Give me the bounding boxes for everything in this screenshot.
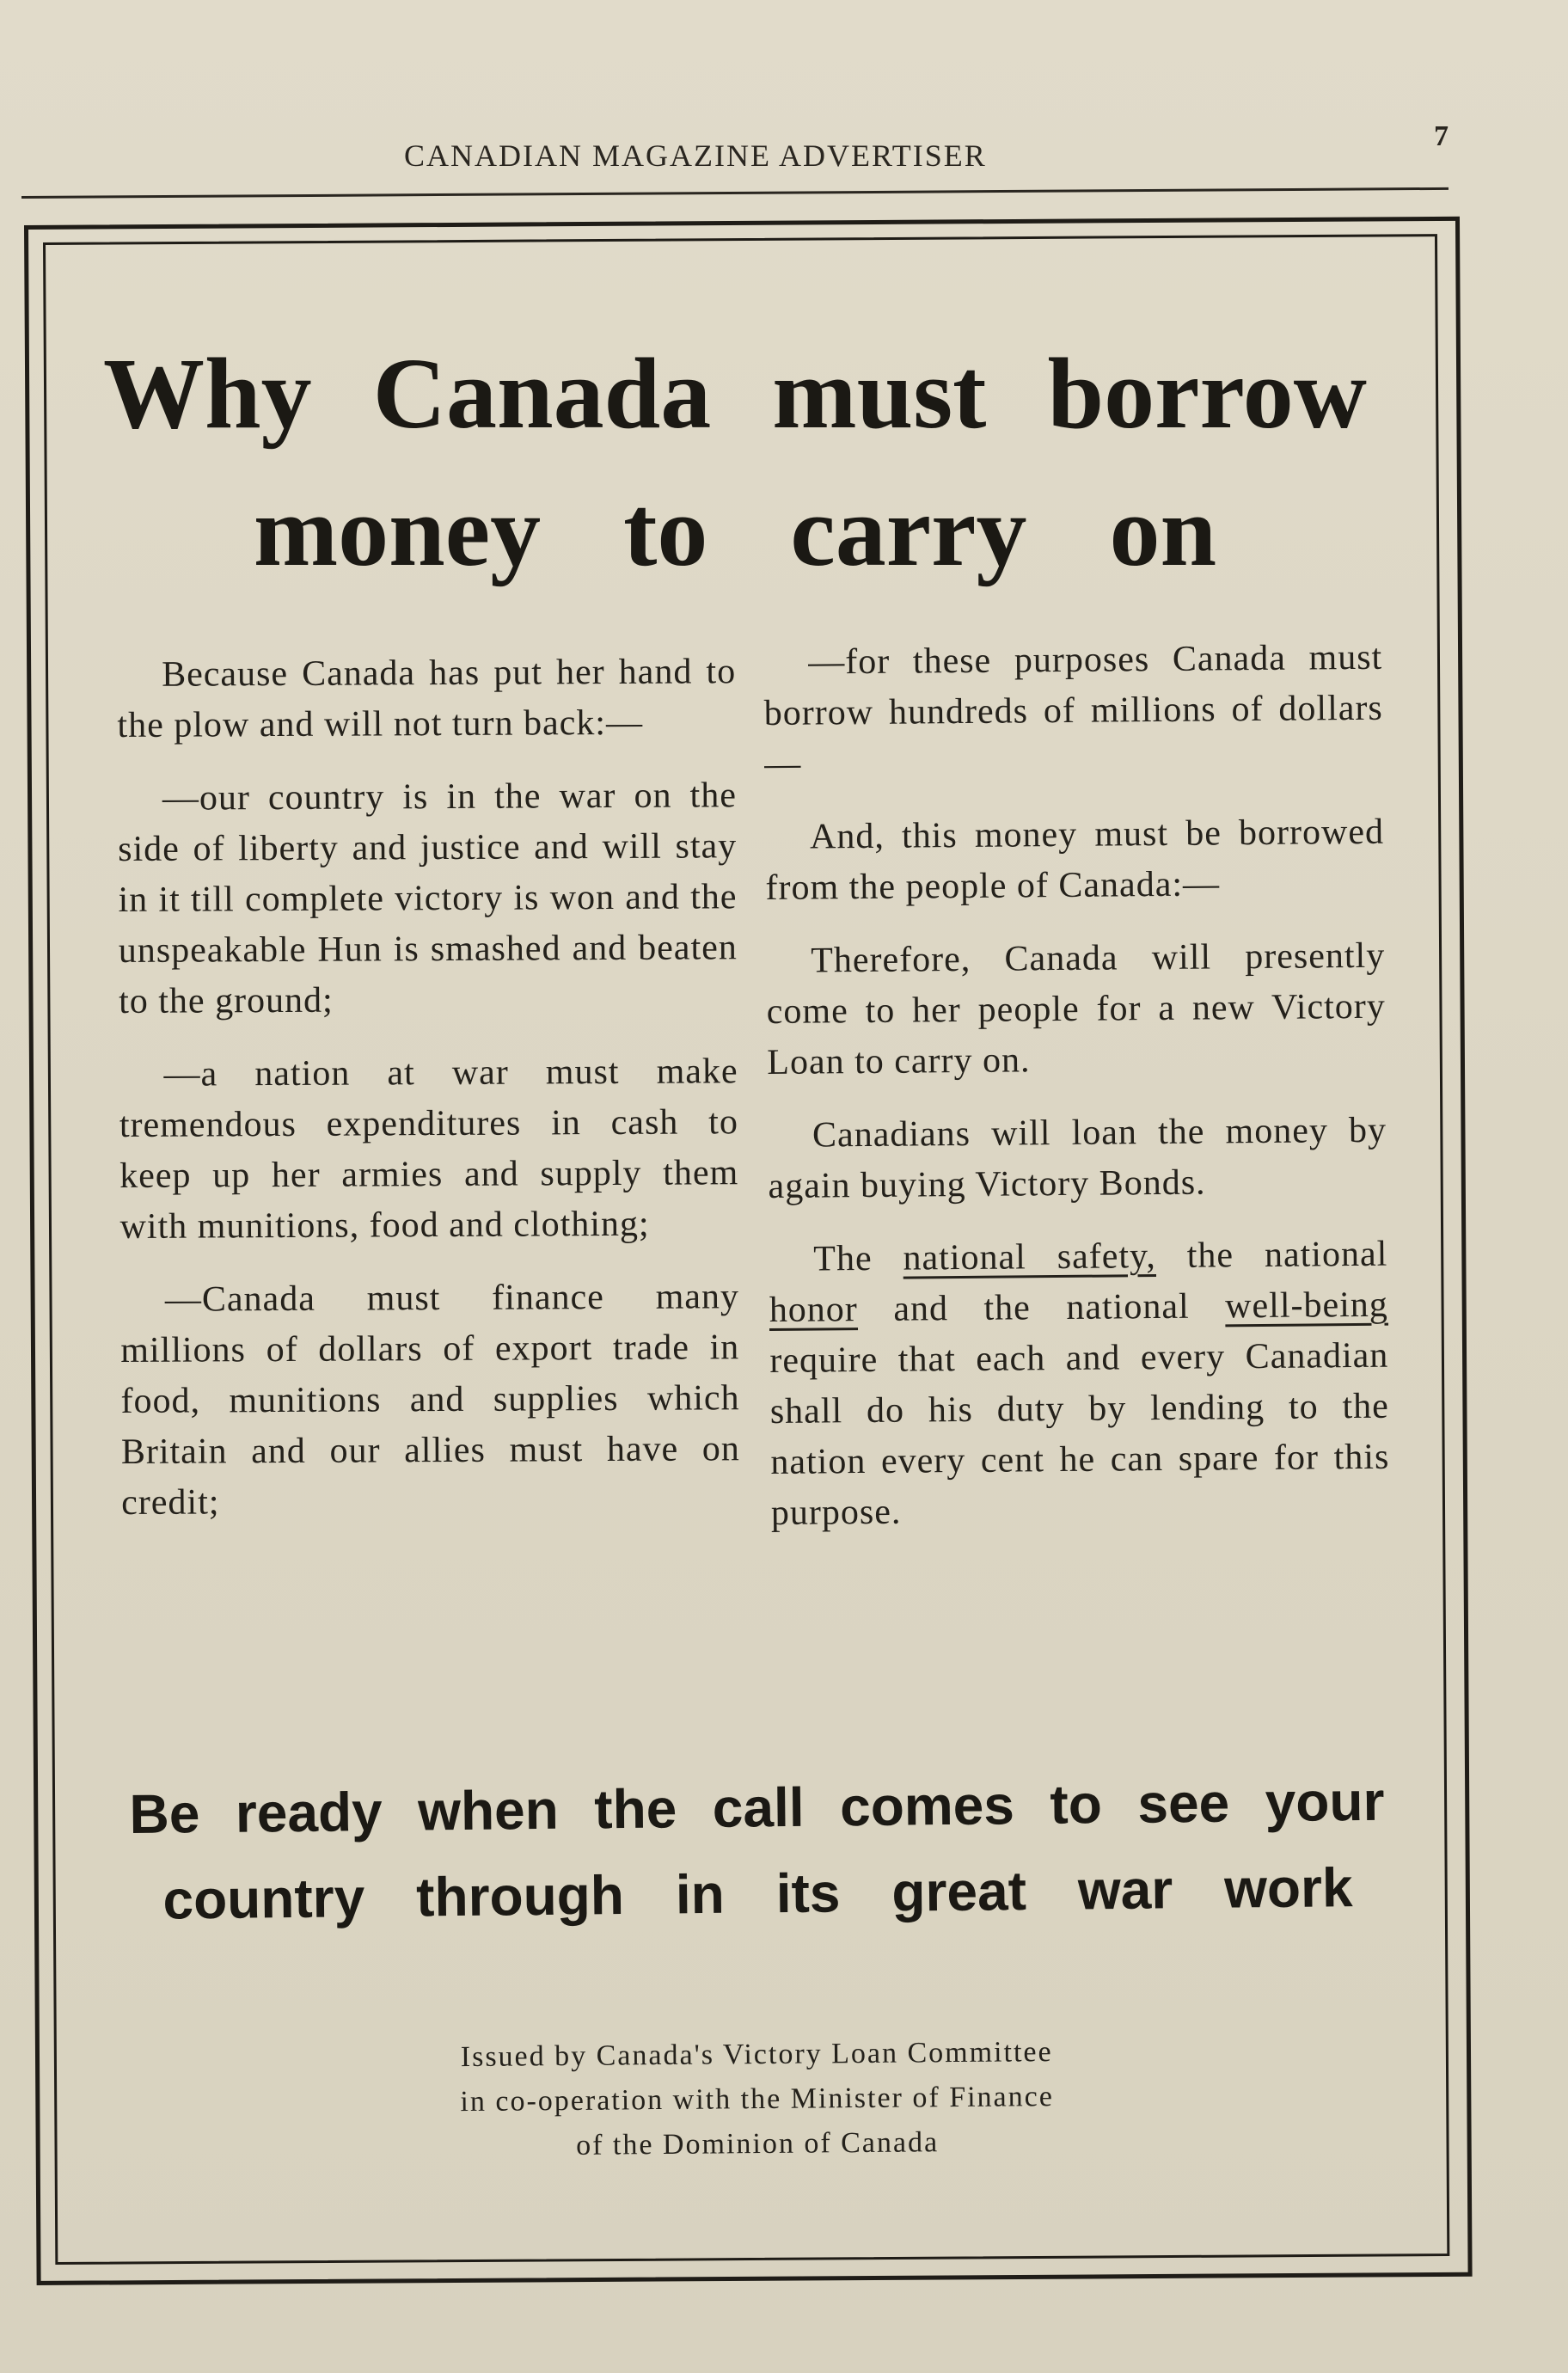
paragraph-text: and the national [857,1286,1226,1330]
cta-word: your [1265,1769,1385,1834]
underlined-phrase: well-being [1224,1285,1388,1327]
headline-word: Canada [372,337,712,450]
cta-word: comes [839,1774,1015,1838]
final-body-paragraph [769,1229,1390,1539]
cta-word: war [1077,1858,1173,1922]
cta-word: work [1223,1856,1353,1920]
headline-word: must [772,337,987,450]
cta-word: in [675,1862,726,1926]
right-body-column [763,633,1390,1561]
page-number: 7 [1434,120,1449,152]
body-paragraph: Therefore, Canada will presently come to her people for a new Victory Loan to carry on. [766,935,1386,1082]
body-paragraph: —our country is in the war on the side of liberty and justice and will stay in it till complete victory is won and the unspeakable Hun is smashed and beaten to the ground; [118,776,738,1021]
cta-word: see [1137,1771,1230,1835]
header-rule [21,187,1449,199]
cta-word: call [712,1775,805,1839]
headline-word: carry [790,475,1027,587]
headline-word: Why [103,337,312,450]
issued-by-credit [370,2029,1144,2170]
running-header-title: CANADIAN MAGAZINE ADVERTISER [404,138,987,173]
headline-line-2 [103,463,1367,600]
body-paragraph: —a nation at war must make tremendous expenditures in cash to keep up her armies and supply them with munitions, food and clothing; [119,1052,739,1247]
body-paragraph: Because Canada has put her hand to the plow and will not turn back:— [117,652,737,745]
cta-word: when [417,1778,560,1843]
body-paragraph: And, this money must be borrowed from the people of Canada:— [765,812,1385,908]
underlined-phrase: honor [769,1290,859,1330]
credit-line: of the Dominion of Canada [575,2126,940,2161]
cta-word: through [415,1863,625,1928]
body-paragraph: —for these purposes Canada must borrow hundreds of millions of dollars— [763,637,1383,784]
underlined-phrase: national safety, [903,1236,1157,1278]
cta-word: its [775,1861,841,1925]
credit-line: in co-operation with the Minister of Finance [460,2081,1055,2119]
cta-word: ready [235,1780,383,1844]
call-to-action [129,1758,1386,1943]
headline-line-1 [103,325,1367,463]
call-to-action-line-2 [130,1844,1386,1943]
cta-word: Be [129,1782,200,1845]
cta-word: the [593,1777,677,1841]
headline-word: borrow [1047,337,1367,450]
body-paragraph: Canadians will loan the money by again buying Victory Bonds. [768,1110,1387,1206]
headline-word: on [1109,475,1217,587]
body-paragraph: —Canada must finance many millions of dollars of export trade in food, munitions and supplies which Britain and our allies must have on credit; [120,1277,740,1523]
paragraph-text: The [813,1238,903,1279]
headline-word: money [253,475,542,587]
credit-line: Issued by Canada's Victory Loan Committee [460,2036,1053,2074]
left-body-column [117,647,740,1551]
paragraph-text: the national [1155,1234,1388,1277]
headline-word: to [623,475,708,587]
advertisement-headline [103,325,1375,600]
cta-word: great [891,1860,1027,1923]
call-to-action-line-1 [129,1758,1385,1857]
cta-word: to [1050,1773,1103,1836]
cta-word: country [162,1867,365,1931]
paragraph-text: require that each and every Canadian shall do his duty by lending to the nation every cent he can spare for this purpose. [769,1335,1390,1533]
